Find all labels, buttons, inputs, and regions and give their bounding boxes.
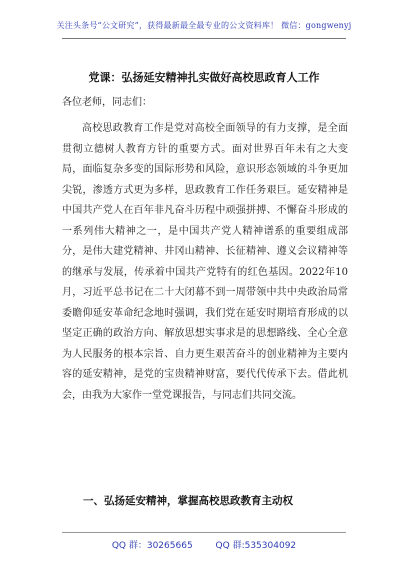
header-divider: [62, 38, 346, 39]
footer-contact: [0, 538, 408, 551]
body-paragraph: 高校思政教育工作是党对高校全面领导的有力支撑，是全面贯彻立德树人教育方针的重要方式。面对世界百年未有之大变局，面临复杂多变的国际形势和风险，意识形态领域的斗争更加尖锐，渗透方式更为多样，思政教育工作任务艰巨。延安精神是中国共产党人在百年非凡奋斗历程中顽强拼搏、不懈奋斗形成的一系列伟大精神之一，是中国共产党人精神谱系的重要组成部分，是伟大建党精神、井冈山精神、长征精神、遵义会议精神等的继承与发展，传承着中国共产党特有的红色基因。2022年10月，习近平总书记在二十大闭幕不到一周带领中共中央政治局常委瞻仰延安革命纪念地时强调，我们党在延安时期培育形成的以坚定正确的政治方向、解放思想实事求是的思想路线、全心全意为人民服务的根本宗旨、自力更生艰苦奋斗的创业精神为主要内容的延安精神，是党的宝贵精神财富，要代代传承下去。借此机会，由我为大家作一堂党课报告，与同志们共同交流。: [62, 123, 348, 401]
header-promo-note: 关注头条号“公文研究”，获得最新最全最专业的公文资料库！ 微信：gongwenyj: [56, 21, 352, 30]
document-title: 党课：弘扬延安精神扎实做好高校思政育人工作: [88, 71, 320, 84]
footer-divider: [62, 532, 346, 533]
footer-qq-group-2: QQ 群:535304092: [215, 541, 297, 551]
section-heading: 一、弘扬延安精神，掌握高校思政教育主动权: [83, 495, 293, 507]
salutation: 各位老师，同志们：: [62, 97, 152, 108]
footer-qq-group-1: QQ 群：30265665: [111, 541, 193, 551]
